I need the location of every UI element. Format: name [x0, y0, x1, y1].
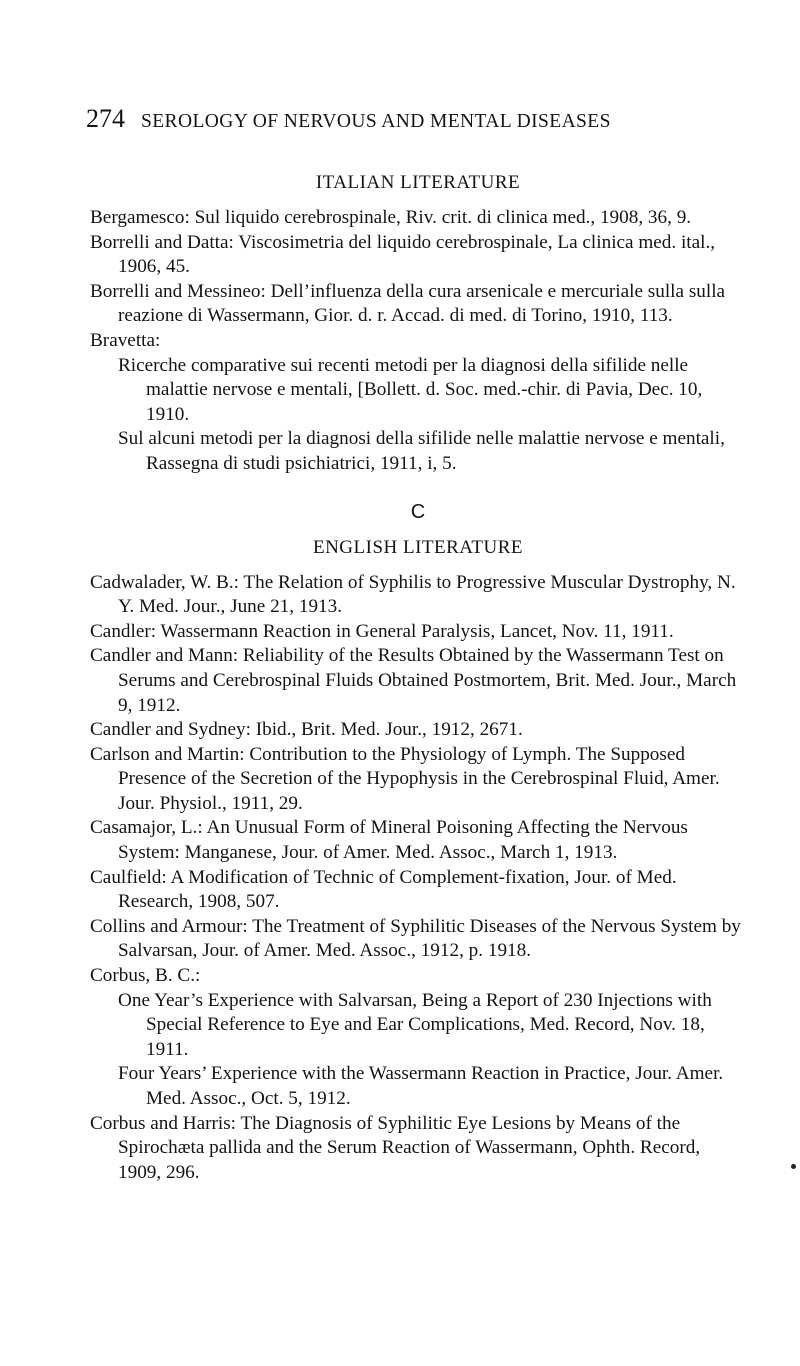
bibliography-entry: Candler and Sydney: Ibid., Brit. Med. Jour., 1912, 2671.	[90, 719, 523, 741]
bibliography-entry: Corbus and Harris: The Diagnosis of Syphilitic Eye Lesions by Means of the Spirochæta pallida and the Serum Reaction of Wassermann, Ophth. Record, 1909, 296.	[90, 1112, 701, 1183]
bibliography-entry: Collins and Armour: The Treatment of Syphilitic Diseases of the Nervous System by Salvarsan, Jour. of Amer. Med. Assoc., 1912, p. 1918.	[90, 915, 741, 962]
bibliography-entry: Borrelli and Messineo: Dell’influenza della cura arsenicale e mercuriale sulla sulla reazione di Wassermann, Gior. d. r. Accad. di med. di Torino, 1910, 113.	[90, 280, 726, 327]
bibliography-entry: Candler and Mann: Reliability of the Results Obtained by the Wassermann Test on Serums and Cerebrospinal Fluids Obtained Postmortem, Brit. Med. Jour., March 9, 1912.	[90, 645, 737, 716]
bibliography-entry: Carlson and Martin: Contribution to the Physiology of Lymph. The Supposed Presence of the Secretion of the Hypophysis in the Cerebrospinal Fluid, Amer. Jour. Physiol., 1911, 29.	[90, 743, 720, 814]
bibliography	[90, 168, 746, 1185]
english-literature-heading: ENGLISH LITERATURE	[312, 536, 524, 558]
bibliography-entry: Corbus, B. C.:	[90, 965, 201, 987]
bibliography-entry: Bergamesco: Sul liquido cerebrospinale, Riv. crit. di clinica med., 1908, 36, 9.	[90, 207, 692, 228]
italian-literature-list	[90, 206, 746, 477]
running-head	[86, 104, 776, 134]
bibliography-entry: Sul alcuni metodi per la diagnosi della sifilide nelle malattie nervose e mentali, Rassegna di studi psichiatrici, 1911, i, 5.	[118, 428, 725, 474]
margin-mark	[791, 1164, 796, 1169]
bibliography-entry: Borrelli and Datta: Viscosimetria del liquido cerebrospinale, La clinica med. ital., 1906, 45.	[90, 231, 716, 278]
bibliography-entry: Ricerche comparative sui recenti metodi per la diagnosi della sifilide nelle malattie nervose e mentali, [Bollett. d. Soc. med.-chir. di Pavia, Dec. 10, 1910.	[118, 354, 703, 425]
page-number: 274	[86, 104, 125, 133]
english-literature-list	[90, 571, 746, 1186]
bibliography-entry: Cadwalader, W. B.: The Relation of Syphilis to Progressive Muscular Dystrophy, N. Y. Med. Jour., June 21, 1913.	[90, 571, 736, 618]
italian-literature-heading: ITALIAN LITERATURE	[315, 172, 521, 193]
bibliography-entry: Caulfield: A Modification of Technic of Complement-fixation, Jour. of Med. Research, 1908, 507.	[90, 866, 677, 913]
bibliography-entry: Candler: Wassermann Reaction in General Paralysis, Lancet, Nov. 11, 1911.	[90, 620, 674, 642]
bibliography-entry: Casamajor, L.: An Unusual Form of Mineral Poisoning Affecting the Nervous System: Manganese, Jour. of Amer. Med. Assoc., March 1, 1913.	[90, 817, 688, 864]
bibliography-entry: One Year’s Experience with Salvarsan, Being a Report of 230 Injections with Special Reference to Eye and Ear Complications, Med. Record, Nov. 18, 1911.	[118, 989, 712, 1060]
running-title: SEROLOGY OF NERVOUS AND MENTAL DISEASES	[141, 111, 611, 132]
bibliography-entry: Bravetta:	[90, 329, 161, 351]
bibliography-entry: Four Years’ Experience with the Wassermann Reaction in Practice, Jour. Amer. Med. Assoc., Oct. 5, 1912.	[118, 1063, 724, 1109]
section-letter: C	[410, 500, 426, 523]
